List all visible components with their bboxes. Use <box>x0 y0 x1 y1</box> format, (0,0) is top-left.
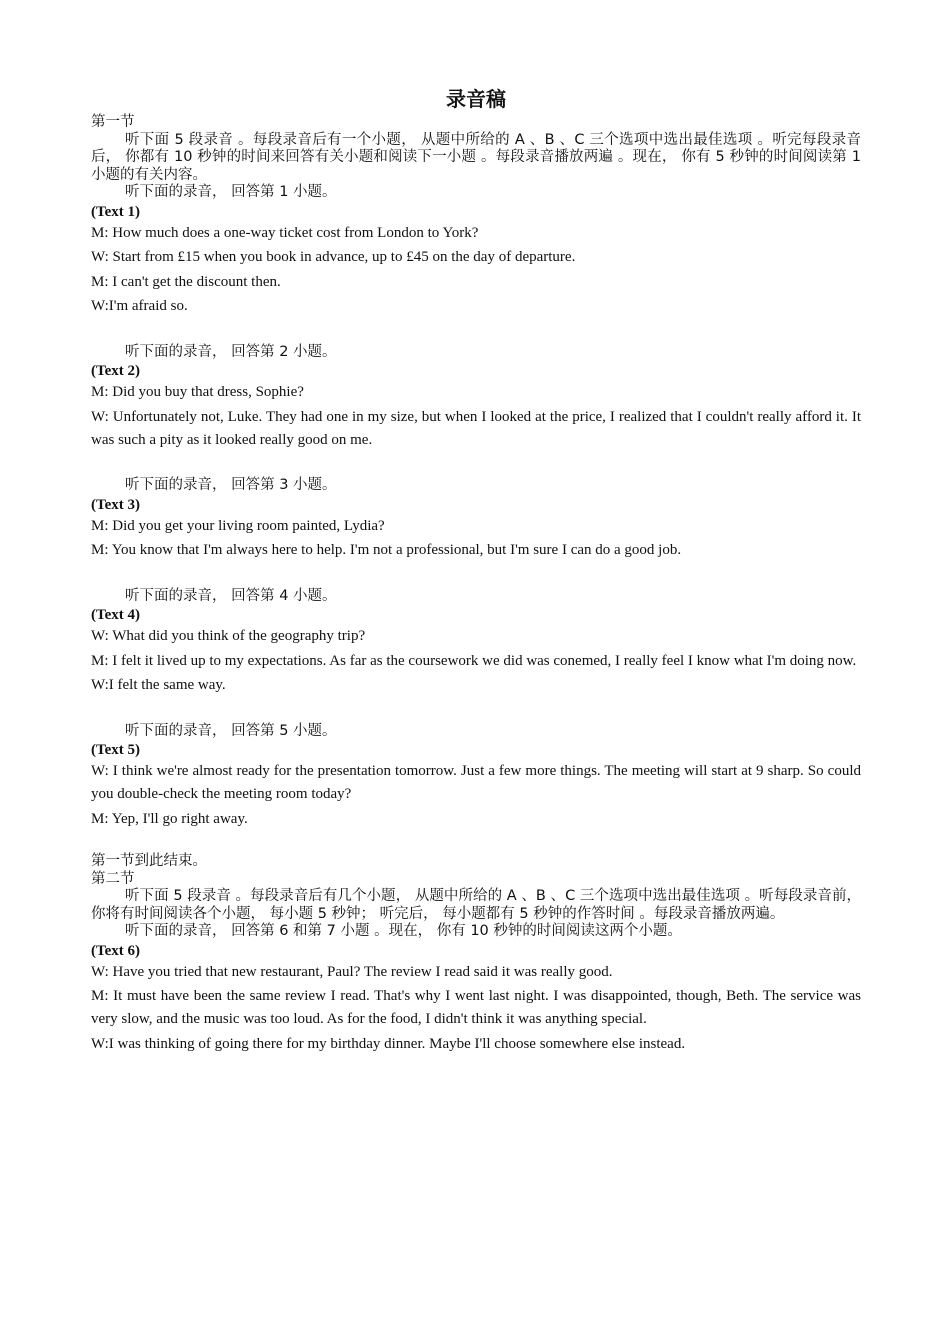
text2-label: (Text 2) <box>91 363 141 379</box>
page-title: 录音稿 <box>446 89 506 111</box>
dialogue-line: M: I can't get the discount then. <box>91 273 281 290</box>
dialogue-line: W: Unfortunately not, Luke. They had one in my size, but when I looked at the price, I realized that I couldn't really afford it. It was such a pity as it looked really good on me. <box>91 408 861 448</box>
text6-prompt: 听下面的录音， 回答第 6 和第 7 小题 。现在， 你有 10 秒钟的时间阅读这两个小题。 <box>125 923 682 939</box>
dialogue-line: W: Start from £15 when you book in advance, up to £45 on the day of departure. <box>91 249 576 265</box>
text6-label: (Text 6) <box>91 942 141 959</box>
dialogue-line: M: You know that I'm always here to help. I'm not a professional, but I'm sure I can do a good job. <box>91 542 682 558</box>
text3-prompt: 听下面的录音， 回答第 3 小题。 <box>125 477 337 493</box>
section2-heading: 第二节 <box>91 870 135 887</box>
dialogue-line: W: What did you think of the geography trip? <box>91 628 366 644</box>
text5-prompt: 听下面的录音， 回答第 5 小题。 <box>125 722 337 739</box>
dialogue-line: W:I was thinking of going there for my birthday dinner. Maybe I'll choose somewhere else instead. <box>91 1035 686 1052</box>
text2-prompt: 听下面的录音， 回答第 2 小题。 <box>125 343 337 360</box>
section1-heading: 第一节 <box>91 114 135 130</box>
dialogue-line: M: I felt it lived up to my expectations. As far as the coursework we did was conemed, I really feel I know what I'm doing now. <box>91 652 857 669</box>
text1-prompt: 听下面的录音， 回答第 1 小题。 <box>125 184 337 200</box>
section2-instruction: 听下面 5 段录音 。每段录音后有几个小题， 从题中所给的 A 、B 、C 三个选项中选出最佳选项 。听每段录音前， 你将有时间阅读各个小题， 每小题 5 秒钟； 听完后， 每小题都有 5 秒钟的作答时间 。每段录音播放两遍。 <box>91 888 861 922</box>
dialogue-line: M: Did you buy that dress, Sophie? <box>91 384 304 400</box>
dialogue-line: W: I think we're almost ready for the presentation tomorrow. Just a few more things. The meeting will start at 9 sharp. So could you double-check the meeting room today? <box>91 763 861 802</box>
text4-prompt: 听下面的录音， 回答第 4 小题。 <box>125 587 337 604</box>
text5-label: (Text 5) <box>91 742 141 758</box>
dialogue-line: M: It must have been the same review I read. That's why I went last night. I was disappointed, though, Beth. The service was very slow, and the music was too loud. As for the food, I didn't think it was anything special. <box>91 988 861 1027</box>
dialogue-line: W: Have you tried that new restaurant, Paul? The review I read said it was really good. <box>91 963 613 980</box>
section1-instruction: 听下面 5 段录音 。每段录音后有一个小题， 从题中所给的 A 、B 、C 三个选项中选出最佳选项 。听完每段录音后， 你都有 10 秒钟的时间来回答有关小题和阅读下一小题 。每段录音播放两遍 。现在， 你有 5 秒钟的时间阅读第 1 小题的有关内容。 <box>91 131 861 183</box>
dialogue-line: W:I'm afraid so. <box>91 298 188 314</box>
text1-label: (Text 1) <box>91 203 141 220</box>
dialogue-line: M: Did you get your living room painted, Lydia? <box>91 517 385 534</box>
dialogue-line: M: Yep, I'll go right away. <box>91 810 248 827</box>
dialogue-line: M: How much does a one-way ticket cost from London to York? <box>91 224 479 241</box>
transcript-page <box>91 86 861 1057</box>
dialogue-line: W:I felt the same way. <box>91 677 226 693</box>
section1-end: 第一节到此结束。 <box>91 853 207 869</box>
text3-label: (Text 3) <box>91 496 141 513</box>
text4-label: (Text 4) <box>91 607 141 623</box>
